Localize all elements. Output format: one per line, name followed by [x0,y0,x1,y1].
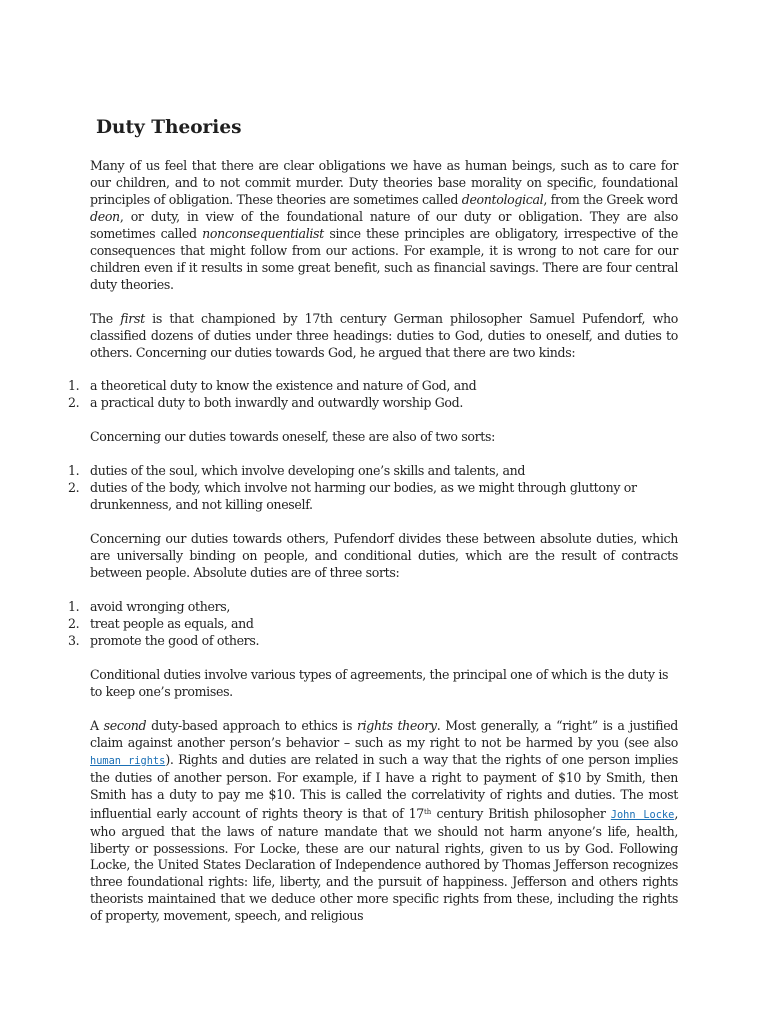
list-item-text: duties of the soul, which involve developing one’s skills and talents, and [90,463,526,479]
list-number: 1. [68,378,80,394]
list-item-text: treat people as equals, and [90,616,254,632]
term-second: second [103,717,147,733]
list-item [68,480,678,514]
ordinal-suffix: th [423,807,432,816]
list-item [68,599,678,616]
term-rights-theory: rights theory [356,717,437,733]
intro-text-3: , or duty, in view of the foundational nature of our duty or obligation. They are also sometimes called [90,208,678,241]
term-deontological: deontological [461,191,544,207]
term-first: first [120,310,145,326]
duties-to-god-list [68,378,678,412]
duties-to-others-list [68,599,678,650]
intro-paragraph [90,158,678,294]
page-title: Duty Theories [96,117,242,138]
list-item [68,632,678,650]
list-number: 1. [68,463,80,479]
list-item-text: a practical duty to both inwardly and outwardly worship God. [90,395,464,411]
list-number: 2. [68,480,80,496]
first-theory-paragraph [90,311,678,362]
list-number: 2. [68,395,80,411]
intro-text-1: Many of us feel that there are clear obligations we have as human beings, such as to care for our children, and to not commit murder. Duty theories base morality on specific, foundational principles of obligation. These theories are sometimes called [90,158,678,207]
human-rights-link[interactable]: human rights [90,754,166,767]
others-intro-paragraph: Concerning our duties towards others, Pufendorf divides these between absolute duties, which are universally binding on people, and conditional duties, which are the result of contracts between people. Absolute duties are of three sorts: [90,531,678,581]
list-item-text: duties of the body, which involve not harming our bodies, as we might through gluttony or drunkenness, and not killing oneself. [90,480,637,513]
list-item [68,378,678,395]
second-theory-paragraph [90,718,678,925]
second-text-4: ). Rights and duties are related in such a way that the rights of one person implies the duties of another person. For example, if I have a right to payment of $10 by Smith, then Smith has a duty to pay me $10. This is called the correlativity of rights and duties. The most influential early account of rights theory is that of 17 [90,751,678,821]
conditional-duties-paragraph: Conditional duties involve various types of agreements, the principal one of which is the duty is to keep one’s promises. [90,666,669,699]
term-deon: deon [90,208,120,224]
first-text-1: The [90,310,121,326]
list-number: 2. [68,616,80,632]
second-text-2: duty-based approach to ethics is [146,717,357,733]
oneself-intro-paragraph: Concerning our duties towards oneself, these are also of two sorts: [90,429,496,445]
second-text-1: A [90,717,104,733]
document-body [68,158,679,925]
list-number: 3. [68,632,80,648]
list-item-text: promote the good of others. [90,632,260,648]
list-item-text: avoid wronging others, [90,599,231,615]
intro-text-2: , from the Greek word [543,191,679,207]
list-item [68,463,678,480]
second-text-6: , who argued that the laws of nature mandate that we should not harm anyone’s life, health, liberty or possessions. For Locke, these are our natural rights, given to us by God. Following Locke, the United States Declaration of Independence authored by Thomas Jefferson recognizes three foundational rights: life, liberty, and the pursuit of happiness. Jefferson and others rights theorists maintained that we deduce other more specific rights from these, including the rights of property, movement, speech, and religious [90,805,678,924]
list-number: 1. [68,599,80,615]
second-text-5: century British philosopher [431,805,611,821]
list-item [68,616,678,633]
second-text-3: . Most generally, a “right” is a justified claim against another person’s behavior – such as my right to not be harmed by you (see also [90,717,679,750]
john-locke-link[interactable]: John Locke [610,808,675,821]
list-item [68,395,678,412]
list-item-text: a theoretical duty to know the existence and nature of God, and [90,378,477,394]
first-text-2: is that championed by 17th century German philosopher Samuel Pufendorf, who classified dozens of duties under three headings: duties to God, duties to oneself, and duties to others. Concerning our duties towards God, he argued that there are two kinds: [90,310,678,360]
intro-text-4: since these principles are obligatory, irrespective of the consequences that might follow from our actions. For example, it is wrong to not care for our children even if it results in some great benefit, such as financial savings. There are four central duty theories. [90,225,678,292]
duties-to-oneself-list [68,463,678,514]
term-nonconsequentialist: nonconsequentialist [202,225,324,241]
